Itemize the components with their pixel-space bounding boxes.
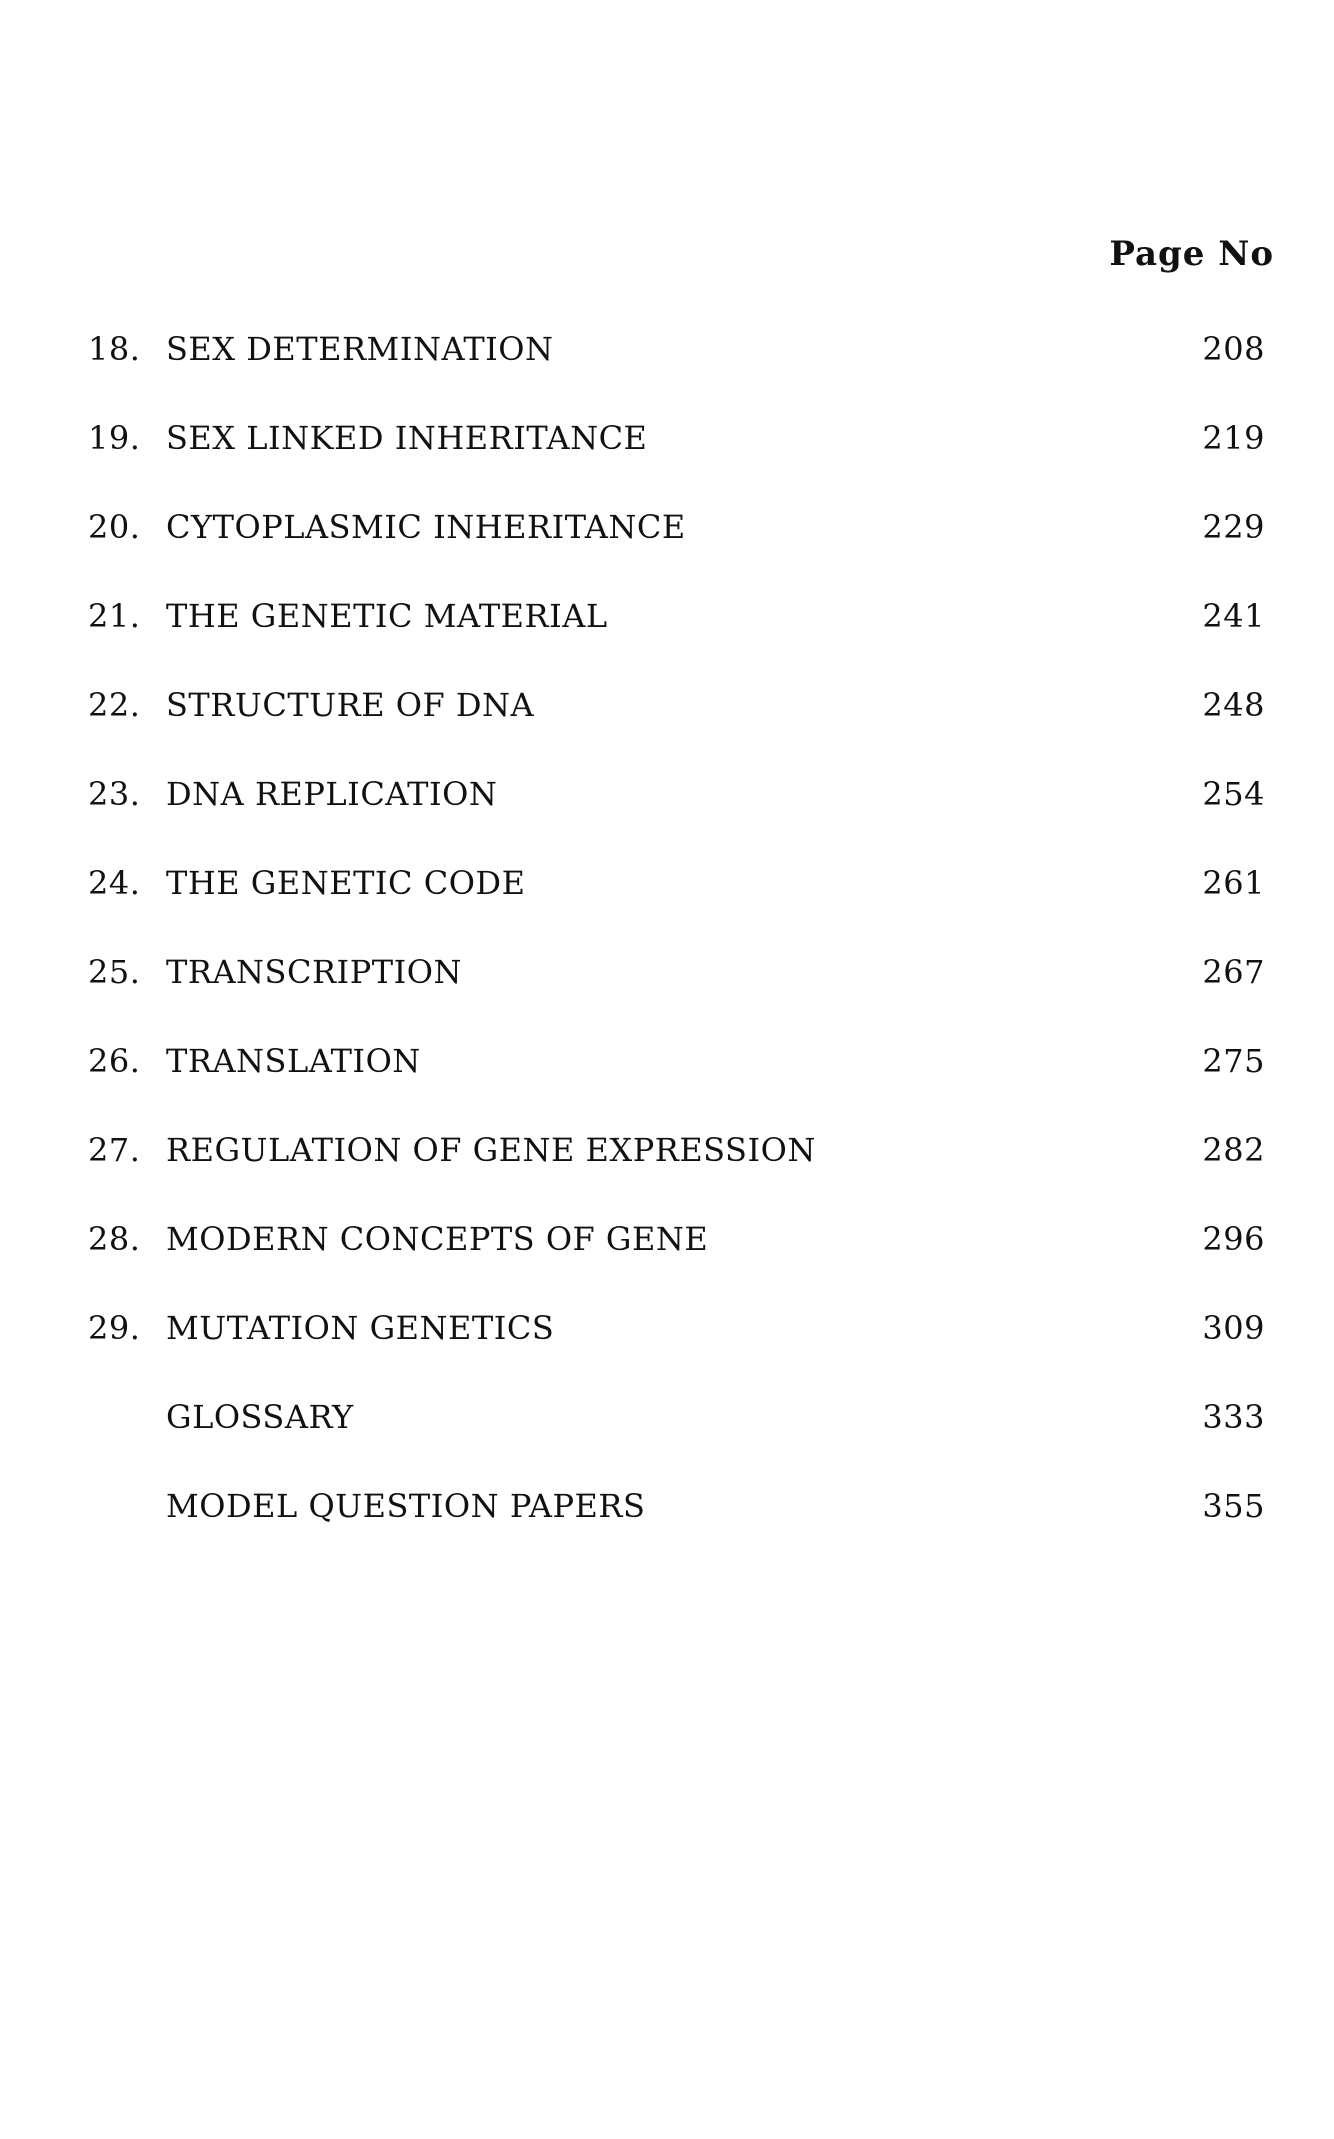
- page-number: 241: [1202, 597, 1265, 635]
- page-number: 261: [1202, 864, 1265, 902]
- chapter-title: MODERN CONCEPTS OF GENE: [166, 1220, 709, 1258]
- chapter-title: MODEL QUESTION PAPERS: [166, 1487, 646, 1525]
- chapter-number: 27.: [88, 1131, 141, 1169]
- toc-entry: [0, 330, 1334, 419]
- chapter-title: TRANSCRIPTION: [166, 953, 462, 991]
- page-number: 219: [1202, 419, 1265, 457]
- chapter-title: SEX LINKED INHERITANCE: [166, 419, 648, 457]
- table-of-contents: [0, 330, 1334, 1576]
- page-number: 229: [1202, 508, 1265, 546]
- chapter-number: 21.: [88, 597, 141, 635]
- page-number: 282: [1202, 1131, 1265, 1169]
- page-number: 254: [1202, 775, 1265, 813]
- toc-entry: [0, 1487, 1334, 1576]
- toc-entry: [0, 1398, 1334, 1487]
- page-number: 208: [1202, 330, 1265, 368]
- chapter-number: 18.: [88, 330, 141, 368]
- chapter-number: 23.: [88, 775, 141, 813]
- chapter-title: REGULATION OF GENE EXPRESSION: [166, 1131, 816, 1169]
- toc-entry: [0, 775, 1334, 864]
- chapter-title: CYTOPLASMIC INHERITANCE: [166, 508, 686, 546]
- page-number: 275: [1202, 1042, 1265, 1080]
- chapter-title: STRUCTURE OF DNA: [166, 686, 535, 724]
- toc-entry: [0, 953, 1334, 1042]
- toc-entry: [0, 597, 1334, 686]
- chapter-number: 28.: [88, 1220, 141, 1258]
- page-number: 248: [1202, 686, 1265, 724]
- chapter-number: 25.: [88, 953, 141, 991]
- toc-entry: [0, 508, 1334, 597]
- page-number: 333: [1202, 1398, 1265, 1436]
- chapter-title: DNA REPLICATION: [166, 775, 498, 813]
- chapter-number: 22.: [88, 686, 141, 724]
- toc-entry: [0, 1131, 1334, 1220]
- toc-entry: [0, 1309, 1334, 1398]
- toc-entry: [0, 686, 1334, 775]
- chapter-title: TRANSLATION: [166, 1042, 421, 1080]
- toc-entry: [0, 1220, 1334, 1309]
- chapter-title: THE GENETIC MATERIAL: [166, 597, 608, 635]
- page-number: 296: [1202, 1220, 1265, 1258]
- page-number: 267: [1202, 953, 1265, 991]
- toc-entry: [0, 419, 1334, 508]
- chapter-number: 19.: [88, 419, 141, 457]
- page-number: 355: [1202, 1487, 1265, 1525]
- chapter-number: 20.: [88, 508, 141, 546]
- toc-entry: [0, 864, 1334, 953]
- chapter-title: THE GENETIC CODE: [166, 864, 526, 902]
- page-number: 309: [1202, 1309, 1265, 1347]
- chapter-title: GLOSSARY: [166, 1398, 354, 1436]
- chapter-title: MUTATION GENETICS: [166, 1309, 555, 1347]
- chapter-number: 26.: [88, 1042, 141, 1080]
- chapter-number: 29.: [88, 1309, 141, 1347]
- chapter-number: 24.: [88, 864, 141, 902]
- chapter-title: SEX DETERMINATION: [166, 330, 554, 368]
- page-no-header: Page No: [1109, 234, 1274, 274]
- toc-entry: [0, 1042, 1334, 1131]
